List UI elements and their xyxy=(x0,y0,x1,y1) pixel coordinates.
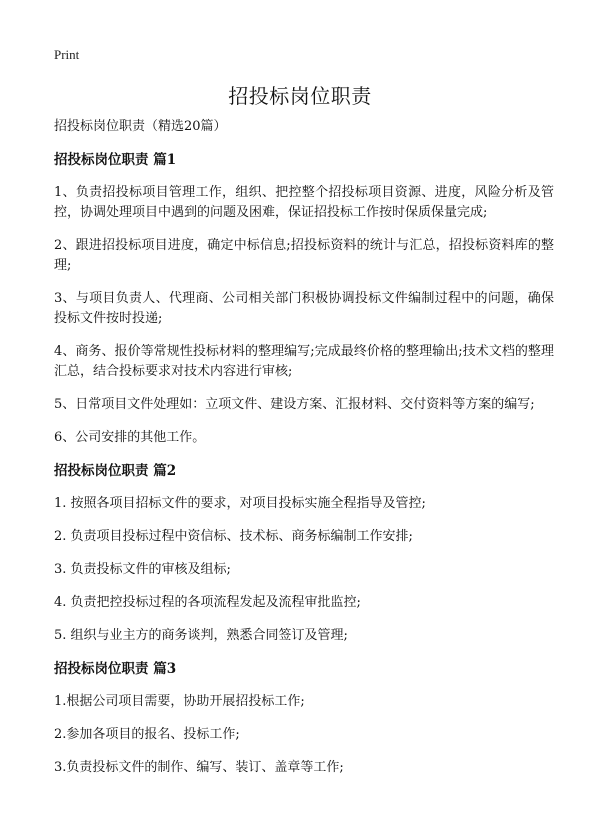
list-item: 4、商务、报价等常规性投标材料的整理编写;完成最终价格的整理输出;技术文档的整理汇总，结合投标要求对技术内容进行审核; xyxy=(54,344,554,379)
section-1 xyxy=(54,150,554,448)
section-2 xyxy=(54,461,554,646)
section-heading: 招投标岗位职责 篇3 xyxy=(54,661,177,677)
list-item: 1、负责招投标项目管理工作，组织、把控整个招投标项目资源、进度，风险分析及管控，协调处理项目中遇到的问题及困难，保证招投标工作按时保质保量完成; xyxy=(54,185,554,220)
list-item: 1. 按照各项目招标文件的要求，对项目投标实施全程指导及管控; xyxy=(54,496,426,511)
list-item: 2.参加各项目的报名、投标工作; xyxy=(54,727,240,742)
list-item: 2、跟进招投标项目进度，确定中标信息;招投标资料的统计与汇总，招投标资料库的整理; xyxy=(54,238,554,273)
list-item: 3. 负责投标文件的审核及组标; xyxy=(54,562,231,577)
list-item: 2. 负责项目投标过程中资信标、技术标、商务标编制工作安排; xyxy=(54,529,413,544)
list-item: 5. 组织与业主方的商务谈判，熟悉合同签订及管理; xyxy=(54,628,348,643)
list-item: 3、与项目负责人、代理商、公司相关部门积极协调投标文件编制过程中的问题，确保投标文件按时投递; xyxy=(54,291,554,326)
section-3 xyxy=(54,659,554,778)
list-item: 4. 负责把控投标过程的各项流程发起及流程审批监控; xyxy=(54,595,361,610)
list-item: 6、公司安排的其他工作。 xyxy=(54,430,206,445)
list-item: 5、日常项目文件处理如：立项文件、建设方案、汇报材料、交付资料等方案的编写; xyxy=(54,397,535,412)
section-heading: 招投标岗位职责 篇2 xyxy=(54,463,177,479)
print-label: Print xyxy=(54,47,80,62)
section-heading: 招投标岗位职责 篇1 xyxy=(54,152,177,168)
list-item: 1.根据公司项目需要，协助开展招投标工作; xyxy=(54,694,305,709)
document-subtitle: 招投标岗位职责（精选20篇） xyxy=(54,119,227,134)
list-item: 3.负责投标文件的制作、编写、装订、盖章等工作; xyxy=(54,760,344,775)
document-body xyxy=(54,117,554,791)
page-title: 招投标岗位职责 xyxy=(228,84,372,108)
